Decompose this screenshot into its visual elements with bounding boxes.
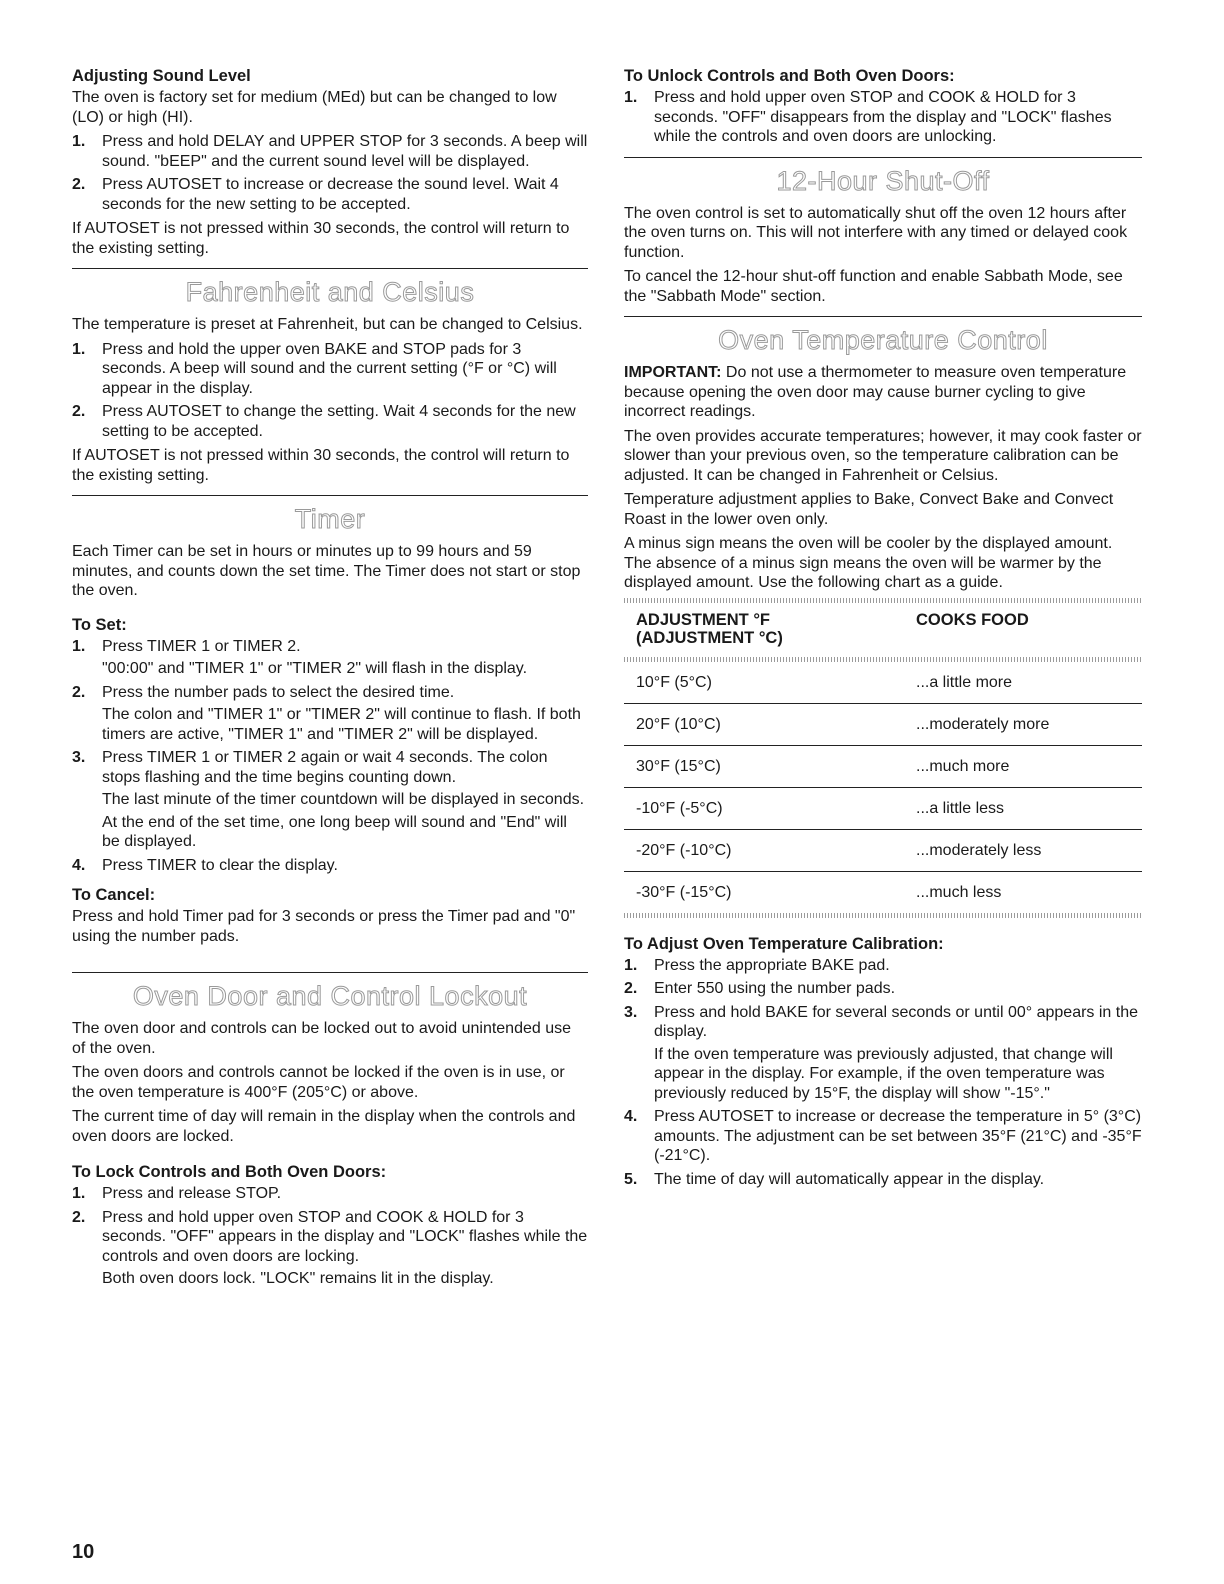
adjustment-table: [624, 603, 1142, 913]
list-item: 1. Press and hold upper oven STOP and COOK & HOLD for 3 seconds. "OFF" disappears from the display and "LOCK" flashes while the controls and oven doors are unlocking.: [624, 89, 1112, 145]
list-item: 4. Press TIMER to clear the display.: [72, 856, 338, 874]
timer-cancel-text: Press and hold Timer pad for 3 seconds or press the Timer pad and "0" using the number pads.: [72, 908, 576, 945]
temp-control-title: Oven Temperature Control: [718, 325, 1048, 355]
shutoff-title: 12-Hour Shut-Off: [776, 165, 990, 196]
list-item: 1. Press and hold the upper oven BAKE and STOP pads for 3 seconds. A beep will sound and the current setting (°F or °C) will appear in the display.: [72, 340, 557, 397]
fahrenheit-intro: The temperature is preset at Fahrenheit, but can be changed to Celsius.: [72, 316, 583, 333]
list-item: 2. Press AUTOSET to increase or decrease the sound level. Wait 4 seconds for the new setting to be accepted.: [72, 176, 559, 213]
list-item: 1. Press and hold DELAY and UPPER STOP for 3 seconds. A beep will sound. "bEEP" and the current sound level will be displayed.: [72, 133, 588, 170]
divider: [72, 972, 588, 973]
table-row: 10°F (5°C) ...a little more: [624, 662, 1142, 704]
timer-intro: Each Timer can be set in hours or minutes up to 99 hours and 59 minutes, and counts down the set time. The Timer does not start or stop the oven.: [72, 543, 581, 599]
temp-control-p2: The oven provides accurate temperatures; however, it may cook faster or slower than your previous oven, so the temperature calibration can be adjusted. It can be changed in Fahrenheit or Celsius.: [624, 427, 1142, 484]
list-item: 1. Press TIMER 1 or TIMER 2. "00:00" and "TIMER 1" or "TIMER 2" will flash in the display.: [72, 637, 528, 677]
table-row: 30°F (15°C) ...much more: [624, 745, 1142, 787]
column-header-adjustment: ADJUSTMENT °F (ADJUSTMENT °C): [636, 610, 783, 647]
list-item: 2. Press and hold upper oven STOP and COOK & HOLD for 3 seconds. "OFF" appears in the display and "LOCK" flashes while the controls and oven doors are locking. Both oven doors lock. "LOCK" remains lit in the display.: [72, 1208, 588, 1287]
divider: [72, 495, 588, 496]
calibration-steps: [624, 956, 1142, 1190]
lock-steps: [72, 1184, 588, 1289]
table-bottom-border: [624, 913, 1142, 918]
list-item: 1. Press and release STOP.: [72, 1185, 282, 1202]
list-item: 3. Press and hold BAKE for several seconds or until 00° appears in the display. If the oven temperature was previously adjusted, that change will appear in the display. For example, if the oven temperature was previously reduced by 15°F, the display will show "-15°.": [624, 1003, 1139, 1102]
table-row: -30°F (-15°C) ...much less: [636, 883, 1002, 901]
fahrenheit-after: If AUTOSET is not pressed within 30 seconds, the control will return to the existing setting.: [72, 447, 570, 484]
list-item: 2. Press AUTOSET to change the setting. Wait 4 seconds for the new setting to be accepted.: [72, 403, 576, 440]
list-item: 3. Press TIMER 1 or TIMER 2 again or wait 4 seconds. The colon stops flashing and the time begins counting down. The last minute of the timer countdown will be displayed in seconds. At the end of the set time, one long beep will sound and "End" will be displayed.: [72, 749, 585, 850]
right-column: [624, 66, 1142, 1194]
shutoff-p1: The oven control is set to automatically shut off the oven 12 hours after the oven turns on. This will not interfere with any timed or delayed cook function.: [624, 204, 1128, 261]
table-row: -10°F (-5°C) ...a little less: [624, 787, 1142, 829]
table-row: -20°F (-10°C) ...moderately less: [624, 829, 1142, 871]
timer-title: Timer: [294, 504, 366, 534]
lockout-p2: The oven doors and controls cannot be locked if the oven is in use, or the oven temperature is 400°F (205°C) or above.: [72, 1064, 565, 1101]
timer-set-heading: To Set:: [72, 615, 127, 634]
left-column: [72, 66, 588, 1294]
lockout-title: Oven Door and Control Lockout: [132, 981, 528, 1011]
fahrenheit-title: Fahrenheit and Celsius: [185, 277, 475, 307]
list-item: 1. Press the appropriate BAKE pad.: [624, 956, 890, 974]
divider: [624, 316, 1142, 317]
sound-steps: [72, 132, 588, 214]
sound-after: If AUTOSET is not pressed within 30 seconds, the control will return to the existing setting.: [72, 220, 570, 257]
shutoff-p2: To cancel the 12-hour shut-off function and enable Sabbath Mode, see the "Sabbath Mode" section.: [624, 268, 1123, 305]
temp-control-p4: A minus sign means the oven will be cooler by the displayed amount. The absence of a minus sign means the oven will be warmer by the displayed amount. Use the following chart as a guide.: [624, 535, 1113, 591]
divider: [72, 268, 588, 269]
column-header-cooks-food: COOKS FOOD: [916, 610, 1029, 629]
list-item: 4. Press AUTOSET to increase or decrease the temperature in 5° (3°C) amounts. The adjustment can be set between 35°F (21°C) and -35°F (-21°C).: [624, 1108, 1142, 1164]
temp-control-p3: Temperature adjustment applies to Bake, Convect Bake and Convect Roast in the lower oven only.: [624, 491, 1114, 528]
list-item: 2. Enter 550 using the number pads.: [624, 980, 896, 997]
unlock-heading: To Unlock Controls and Both Oven Doors:: [624, 67, 955, 85]
table-row: 20°F (10°C) ...moderately more: [624, 703, 1142, 745]
list-item: 5. The time of day will automatically appear in the display.: [624, 1170, 1045, 1188]
lockout-p1: The oven door and controls can be locked out to avoid unintended use of the oven.: [72, 1020, 572, 1057]
list-item: 2. Press the number pads to select the desired time. The colon and "TIMER 1" or "TIMER 2" will continue to flash. If both timers are active, "TIMER 1" and "TIMER 2" will be displayed.: [72, 683, 581, 743]
lockout-p3: The current time of day will remain in the display when the controls and oven doors are locked.: [72, 1108, 576, 1145]
lock-heading: To Lock Controls and Both Oven Doors:: [72, 1163, 387, 1181]
table-header-row: [624, 603, 1142, 657]
sound-heading: Adjusting Sound Level: [72, 67, 251, 85]
calibration-heading: To Adjust Oven Temperature Calibration:: [624, 934, 944, 953]
sound-intro: The oven is factory set for medium (MEd) but can be changed to low (LO) or high (HI).: [72, 89, 557, 126]
timer-steps: [72, 637, 588, 876]
timer-cancel-heading: To Cancel:: [72, 886, 156, 904]
important-note: IMPORTANT: Do not use a thermometer to measure oven temperature because opening the oven door may cause burner cycling to give incorrect readings.: [624, 364, 1127, 420]
unlock-steps: [624, 88, 1142, 147]
fahrenheit-steps: [72, 340, 588, 442]
divider: [624, 157, 1142, 158]
page-number: 10: [72, 1541, 95, 1563]
